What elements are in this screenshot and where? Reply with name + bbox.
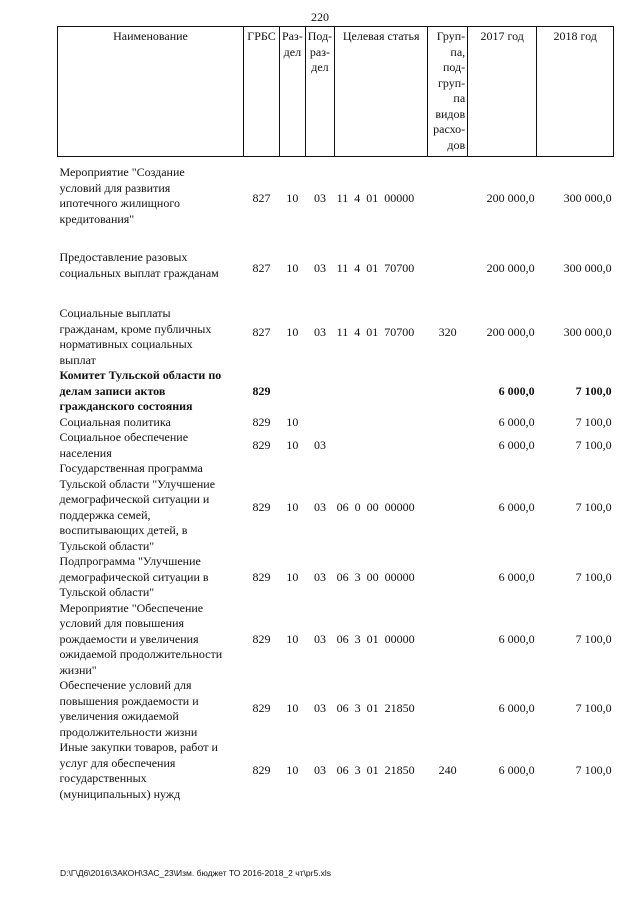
row-name-line: Социальная политика bbox=[59, 414, 171, 429]
row-name-line: Комитет Тульской области по bbox=[59, 368, 222, 382]
header-razdel bbox=[280, 27, 306, 157]
row-name-line: повышения рождаемости и bbox=[59, 693, 199, 708]
row-podrazdel: 03 bbox=[313, 701, 326, 716]
row-podrazdel: 03 bbox=[313, 261, 326, 276]
row-amount-2017: 200 000,0 bbox=[486, 261, 535, 276]
row-expense-group bbox=[428, 157, 468, 241]
row-grbs: 829 bbox=[252, 499, 271, 514]
row-target-article: 11 4 01 70700 bbox=[336, 261, 415, 276]
row-razdel: 10 bbox=[286, 437, 299, 452]
row-name-line: Мероприятие "Обеспечение bbox=[59, 600, 204, 615]
row-amount-2018: 7 100,0 bbox=[575, 383, 612, 398]
row-name-line: ожидаемой продолжительности bbox=[59, 647, 223, 661]
header-group bbox=[428, 27, 468, 157]
header-podrazdel-line: Под- bbox=[307, 29, 333, 43]
row-grbs: 829 bbox=[252, 437, 271, 452]
row-expense-group bbox=[428, 368, 468, 415]
row-target-article: 11 4 01 00000 bbox=[336, 190, 415, 205]
row-amount-2017: 6 000,0 bbox=[498, 437, 535, 452]
row-name bbox=[58, 298, 244, 368]
header-2018: 2018 год bbox=[537, 27, 614, 157]
header-group-line: видов bbox=[435, 106, 466, 121]
row-target-article bbox=[335, 368, 428, 415]
row-razdel: 10 bbox=[286, 261, 299, 276]
row-expense-group bbox=[428, 461, 468, 554]
header-group-line: Груп- bbox=[436, 29, 466, 43]
footer-file-path: D:\Г\Д6\2016\ЗАКОН\ЗАС_23\Изм. бюджет ТО 2016-2018_2 чт\pr5.xls bbox=[60, 868, 331, 878]
row-name-line: Предоставление разовых bbox=[59, 250, 188, 264]
row-amount-2017: 6 000,0 bbox=[498, 499, 535, 514]
header-razdel-line: дел bbox=[283, 44, 302, 59]
row-razdel: 10 bbox=[286, 763, 299, 778]
row-podrazdel bbox=[305, 415, 334, 431]
table-row bbox=[58, 368, 614, 415]
row-amount-2017: 6 000,0 bbox=[498, 569, 535, 584]
row-name-line: Обеспечение условий для bbox=[59, 678, 192, 692]
row-expense-group bbox=[428, 678, 468, 740]
row-amount-2018: 7 100,0 bbox=[575, 499, 612, 514]
row-name-line: условий для развития bbox=[59, 180, 171, 195]
row-name-line: Тульской области" bbox=[59, 585, 155, 599]
row-amount-2017: 6 000,0 bbox=[498, 701, 535, 716]
row-grbs: 827 bbox=[252, 325, 271, 340]
header-podrazdel-line: раз- bbox=[309, 44, 330, 59]
row-name-line: населения bbox=[59, 445, 112, 460]
row-amount-2017: 200 000,0 bbox=[486, 190, 535, 205]
row-name bbox=[58, 678, 244, 740]
table-row bbox=[58, 554, 614, 601]
row-grbs: 829 bbox=[252, 701, 271, 716]
row-podrazdel: 03 bbox=[313, 569, 326, 584]
row-target-article: 06 3 01 21850 bbox=[336, 701, 415, 716]
header-group-line: дов bbox=[447, 137, 466, 152]
row-grbs: 829 bbox=[252, 631, 271, 646]
row-name-line: Государственная программа bbox=[59, 461, 203, 475]
row-name-line: нормативных социальных bbox=[59, 337, 193, 351]
row-expense-group bbox=[428, 415, 468, 431]
row-name-line: поддержка семей, bbox=[59, 507, 151, 522]
header-group-line: груп- bbox=[437, 75, 466, 90]
row-amount-2017: 200 000,0 bbox=[486, 325, 535, 340]
row-razdel: 10 bbox=[286, 499, 299, 514]
row-grbs: 829 bbox=[252, 763, 271, 778]
row-name bbox=[58, 240, 244, 298]
row-name-line: выплат bbox=[59, 352, 96, 367]
table-row bbox=[58, 461, 614, 554]
table-row bbox=[58, 678, 614, 740]
row-name bbox=[58, 430, 244, 461]
header-group-line: расхо- bbox=[433, 122, 466, 136]
row-grbs: 827 bbox=[252, 190, 271, 205]
row-amount-2018: 7 100,0 bbox=[575, 437, 612, 452]
header-podrazdel-line: дел bbox=[311, 60, 329, 74]
row-name bbox=[58, 415, 244, 431]
row-amount-2018: 300 000,0 bbox=[563, 190, 612, 205]
header-target: Целевая статья bbox=[335, 27, 428, 157]
row-grbs: 827 bbox=[252, 261, 271, 276]
header-grbs: ГРБС bbox=[244, 27, 280, 157]
row-target-article: 06 3 01 21850 bbox=[336, 763, 415, 778]
row-podrazdel: 03 bbox=[313, 325, 326, 340]
row-expense-group bbox=[428, 601, 468, 679]
row-grbs: 829 bbox=[252, 383, 271, 398]
row-amount-2018: 7 100,0 bbox=[575, 763, 612, 778]
row-amount-2018: 7 100,0 bbox=[575, 701, 612, 716]
row-podrazdel: 03 bbox=[313, 499, 326, 514]
row-expense-group bbox=[428, 240, 468, 298]
row-podrazdel: 03 bbox=[313, 763, 326, 778]
row-name-line: Мероприятие "Создание bbox=[59, 165, 185, 179]
row-name-line: увеличения ожидаемой bbox=[59, 709, 179, 723]
row-razdel bbox=[280, 368, 306, 415]
row-name-line: воспитывающих детей, в bbox=[59, 523, 188, 537]
row-name-line: Тульской области "Улучшение bbox=[59, 476, 216, 491]
row-name-line: демографической ситуации и bbox=[59, 492, 210, 506]
row-razdel: 10 bbox=[286, 414, 299, 429]
row-name-line: условий для повышения bbox=[59, 616, 185, 630]
row-target-article: 06 3 00 00000 bbox=[336, 569, 415, 584]
row-name bbox=[58, 461, 244, 554]
row-name bbox=[58, 368, 244, 415]
row-name-line: государственных bbox=[59, 771, 147, 785]
row-amount-2018: 300 000,0 bbox=[563, 325, 612, 340]
row-name-line: ипотечного жилищного bbox=[59, 196, 180, 210]
row-target-article bbox=[335, 415, 428, 431]
row-grbs: 829 bbox=[252, 569, 271, 584]
row-podrazdel: 03 bbox=[313, 631, 326, 646]
row-expense-group: 320 bbox=[438, 325, 457, 340]
row-expense-group bbox=[428, 430, 468, 461]
row-name-line: продолжительности жизни bbox=[59, 724, 198, 739]
header-2017: 2017 год bbox=[468, 27, 537, 157]
row-amount-2017: 6 000,0 bbox=[498, 383, 535, 398]
row-grbs: 829 bbox=[252, 414, 271, 429]
table-header-row bbox=[58, 27, 614, 157]
row-name-line: (муниципальных) нужд bbox=[59, 786, 181, 801]
row-name-line: рождаемости и увеличения bbox=[59, 631, 199, 646]
row-name-line: Подпрограмма "Улучшение bbox=[59, 554, 201, 568]
table-row bbox=[58, 298, 614, 368]
row-name-line: Социальные выплаты bbox=[59, 306, 171, 320]
header-name: Наименование bbox=[58, 27, 244, 157]
row-amount-2018: 7 100,0 bbox=[575, 414, 612, 429]
row-target-article: 06 3 01 00000 bbox=[336, 631, 415, 646]
header-group-line: па bbox=[453, 91, 466, 105]
row-target-article: 06 0 00 00000 bbox=[336, 499, 415, 514]
row-name bbox=[58, 157, 244, 241]
header-podrazdel bbox=[305, 27, 334, 157]
page-number: 220 bbox=[311, 10, 329, 24]
row-amount-2017: 6 000,0 bbox=[498, 763, 535, 778]
row-target-article: 11 4 01 70700 bbox=[336, 325, 415, 340]
header-razdel-line: Раз- bbox=[282, 29, 303, 43]
row-name bbox=[58, 601, 244, 679]
row-podrazdel: 03 bbox=[313, 190, 326, 205]
row-podrazdel: 03 bbox=[313, 437, 326, 452]
row-name-line: Социальное обеспечение bbox=[59, 430, 189, 444]
table-row bbox=[58, 740, 614, 802]
row-name-line: Иные закупки товаров, работ и bbox=[59, 740, 218, 754]
row-name-line: услуг для обеспечения bbox=[59, 755, 176, 770]
row-name-line: жизни" bbox=[59, 662, 97, 677]
row-name-line: гражданского состояния bbox=[59, 399, 193, 413]
table-row bbox=[58, 601, 614, 679]
row-amount-2018: 300 000,0 bbox=[563, 261, 612, 276]
row-name-line: социальных выплат гражданам bbox=[59, 265, 219, 280]
row-expense-group: 240 bbox=[438, 763, 457, 778]
row-name bbox=[58, 740, 244, 802]
row-amount-2018: 7 100,0 bbox=[575, 569, 612, 584]
row-razdel: 10 bbox=[286, 701, 299, 716]
header-group-line: па, bbox=[450, 44, 466, 59]
row-name-line: Тульской области" bbox=[59, 538, 155, 553]
row-amount-2017: 6 000,0 bbox=[498, 631, 535, 646]
row-name-line: гражданам, кроме публичных bbox=[59, 321, 212, 336]
row-razdel: 10 bbox=[286, 190, 299, 205]
budget-table bbox=[57, 26, 614, 802]
row-amount-2018: 7 100,0 bbox=[575, 631, 612, 646]
table-row bbox=[58, 415, 614, 431]
table-row bbox=[58, 430, 614, 461]
row-name-line: демографической ситуации в bbox=[59, 569, 209, 584]
row-razdel: 10 bbox=[286, 631, 299, 646]
row-podrazdel bbox=[305, 368, 334, 415]
row-target-article bbox=[335, 430, 428, 461]
row-amount-2017: 6 000,0 bbox=[498, 414, 535, 429]
row-name-line: кредитования" bbox=[59, 211, 135, 226]
table-row bbox=[58, 240, 614, 298]
row-razdel: 10 bbox=[286, 569, 299, 584]
row-expense-group bbox=[428, 554, 468, 601]
row-name bbox=[58, 554, 244, 601]
table-row bbox=[58, 157, 614, 241]
row-razdel: 10 bbox=[286, 325, 299, 340]
header-group-line: под- bbox=[442, 60, 466, 74]
row-name-line: делам записи актов bbox=[59, 383, 166, 398]
